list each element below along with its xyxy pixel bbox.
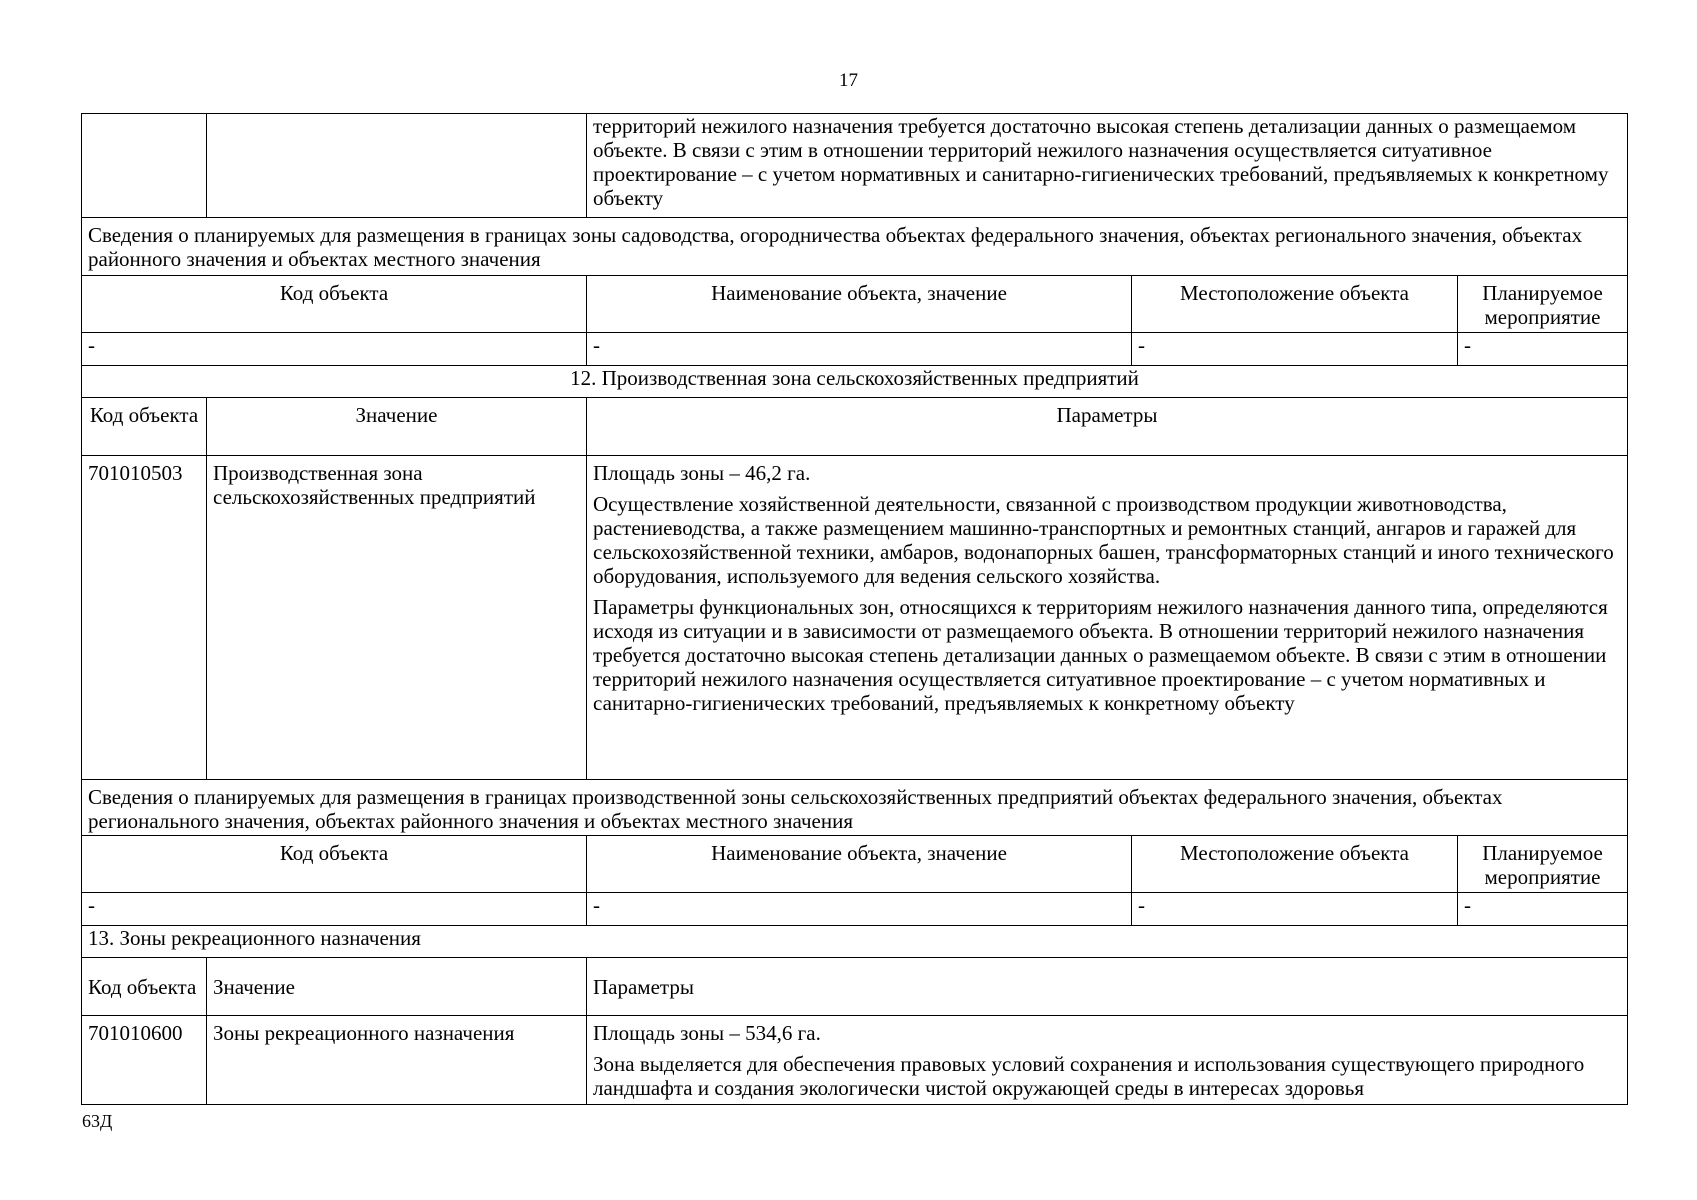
header-object-code: Код объекта — [82, 276, 587, 333]
zone12-area: Площадь зоны – 46,2 га. — [593, 461, 811, 485]
header-object-location: Местоположение объекта — [1132, 836, 1458, 893]
cell-planned-action: - — [1458, 893, 1628, 926]
continuation-text: территорий нежилого назначения требуется достаточно высокая степень детализации данных о размещаемом объекте. В связи с этим в отношении территорий нежилого назначения осуществляется ситуативное проектирование – с учетом нормативных и санитарно-гигиенических требований, предъявляемых к конкретному объекту — [593, 114, 1609, 210]
zone13-data-row — [82, 1016, 1628, 1105]
zone13-title: 13. Зоны рекреационного назначения — [82, 926, 1628, 958]
header-object-location: Местоположение объекта — [1132, 276, 1458, 333]
document-table — [81, 113, 1628, 1105]
header-parameters: Параметры — [587, 398, 1628, 456]
zone13-description: Зона выделяется для обеспечения правовых условий сохранения и использования существующего природного ландшафта и создания экологически чистой окружающей среды в интересах здоровья — [593, 1052, 1585, 1100]
zone13-code: 701010600 — [82, 1016, 207, 1105]
zone11-planned-row — [82, 333, 1628, 366]
continuation-params-cell — [587, 114, 1628, 218]
cell-planned-action: - — [1458, 333, 1628, 366]
zone12-planned-heading: Сведения о планируемых для размещения в границах производственной зоны сельскохозяйственных предприятий объектах федерального значения, объектах регионального значения, объектах районного значения и объектах местного значения — [82, 780, 1628, 836]
empty-code-cell — [82, 114, 207, 218]
cell-object-name: - — [587, 893, 1132, 926]
zone13-area: Площадь зоны – 534,6 га. — [593, 1021, 821, 1045]
zone13-header-row — [82, 958, 1628, 1016]
zone12-planned-header-row — [82, 836, 1628, 893]
cell-object-code: - — [82, 333, 587, 366]
zone12-header-row — [82, 398, 1628, 456]
zone12-parameters-note: Параметры функциональных зон, относящихся к территориям нежилого назначения данного типа, определяются исходя из ситуации и в зависимости от размещаемого объекта. В отношении территорий нежилого назначения требуется достаточно высокая степень детализации данных о размещаемом объекте. В связи с этим в отношении территорий нежилого назначения осуществляется ситуативное проектирование – с учетом нормативных и санитарно-гигиенических требований, предъявляемых к конкретному объекту — [593, 595, 1608, 715]
zone12-params — [587, 456, 1628, 780]
zone11-planned-heading: Сведения о планируемых для размещения в границах зоны садоводства, огородничества объектах федерального значения, объектах регионального значения, объектах районного значения и объектах местного значения — [82, 218, 1628, 276]
zone12-code: 701010503 — [82, 456, 207, 780]
zone12-planned-row — [82, 893, 1628, 926]
cell-object-name: - — [587, 333, 1132, 366]
zone12-name: Производственная зона сельскохозяйственных предприятий — [207, 456, 587, 780]
zone12-data-row — [82, 456, 1628, 780]
continuation-row — [82, 114, 1628, 218]
zone11-planned-header-row — [82, 276, 1628, 333]
page-number: 17 — [839, 70, 858, 91]
empty-name-cell — [207, 114, 587, 218]
zone13-params — [587, 1016, 1628, 1105]
header-planned-action: Планируемое мероприятие — [1458, 276, 1628, 333]
header-value: Значение — [207, 958, 587, 1016]
header-code: Код объекта — [82, 398, 207, 456]
cell-object-code: - — [82, 893, 587, 926]
zone12-title: 12. Производственная зона сельскохозяйственных предприятий — [82, 366, 1628, 398]
header-value: Значение — [207, 398, 587, 456]
header-object-code: Код объекта — [82, 836, 587, 893]
header-object-name: Наименование объекта, значение — [587, 836, 1132, 893]
cell-object-location: - — [1132, 333, 1458, 366]
zone13-name: Зоны рекреационного назначения — [207, 1016, 587, 1105]
header-object-name: Наименование объекта, значение — [587, 276, 1132, 333]
cell-object-location: - — [1132, 893, 1458, 926]
header-planned-action: Планируемое мероприятие — [1458, 836, 1628, 893]
header-parameters: Параметры — [587, 958, 1628, 1016]
header-code: Код объекта — [82, 958, 207, 1016]
zone12-activity: Осуществление хозяйственной деятельности, связанной с производством продукции животноводства, растениеводства, а также размещением машинно-транспортных и ремонтных станций, ангаров и гаражей для сельскохозяйственной техники, амбаров, водонапорных башен, трансформаторных станций и иного технического оборудования, используемого для ведения сельского хозяйства. — [593, 492, 1614, 588]
footer-code: 63Д — [82, 1111, 113, 1131]
